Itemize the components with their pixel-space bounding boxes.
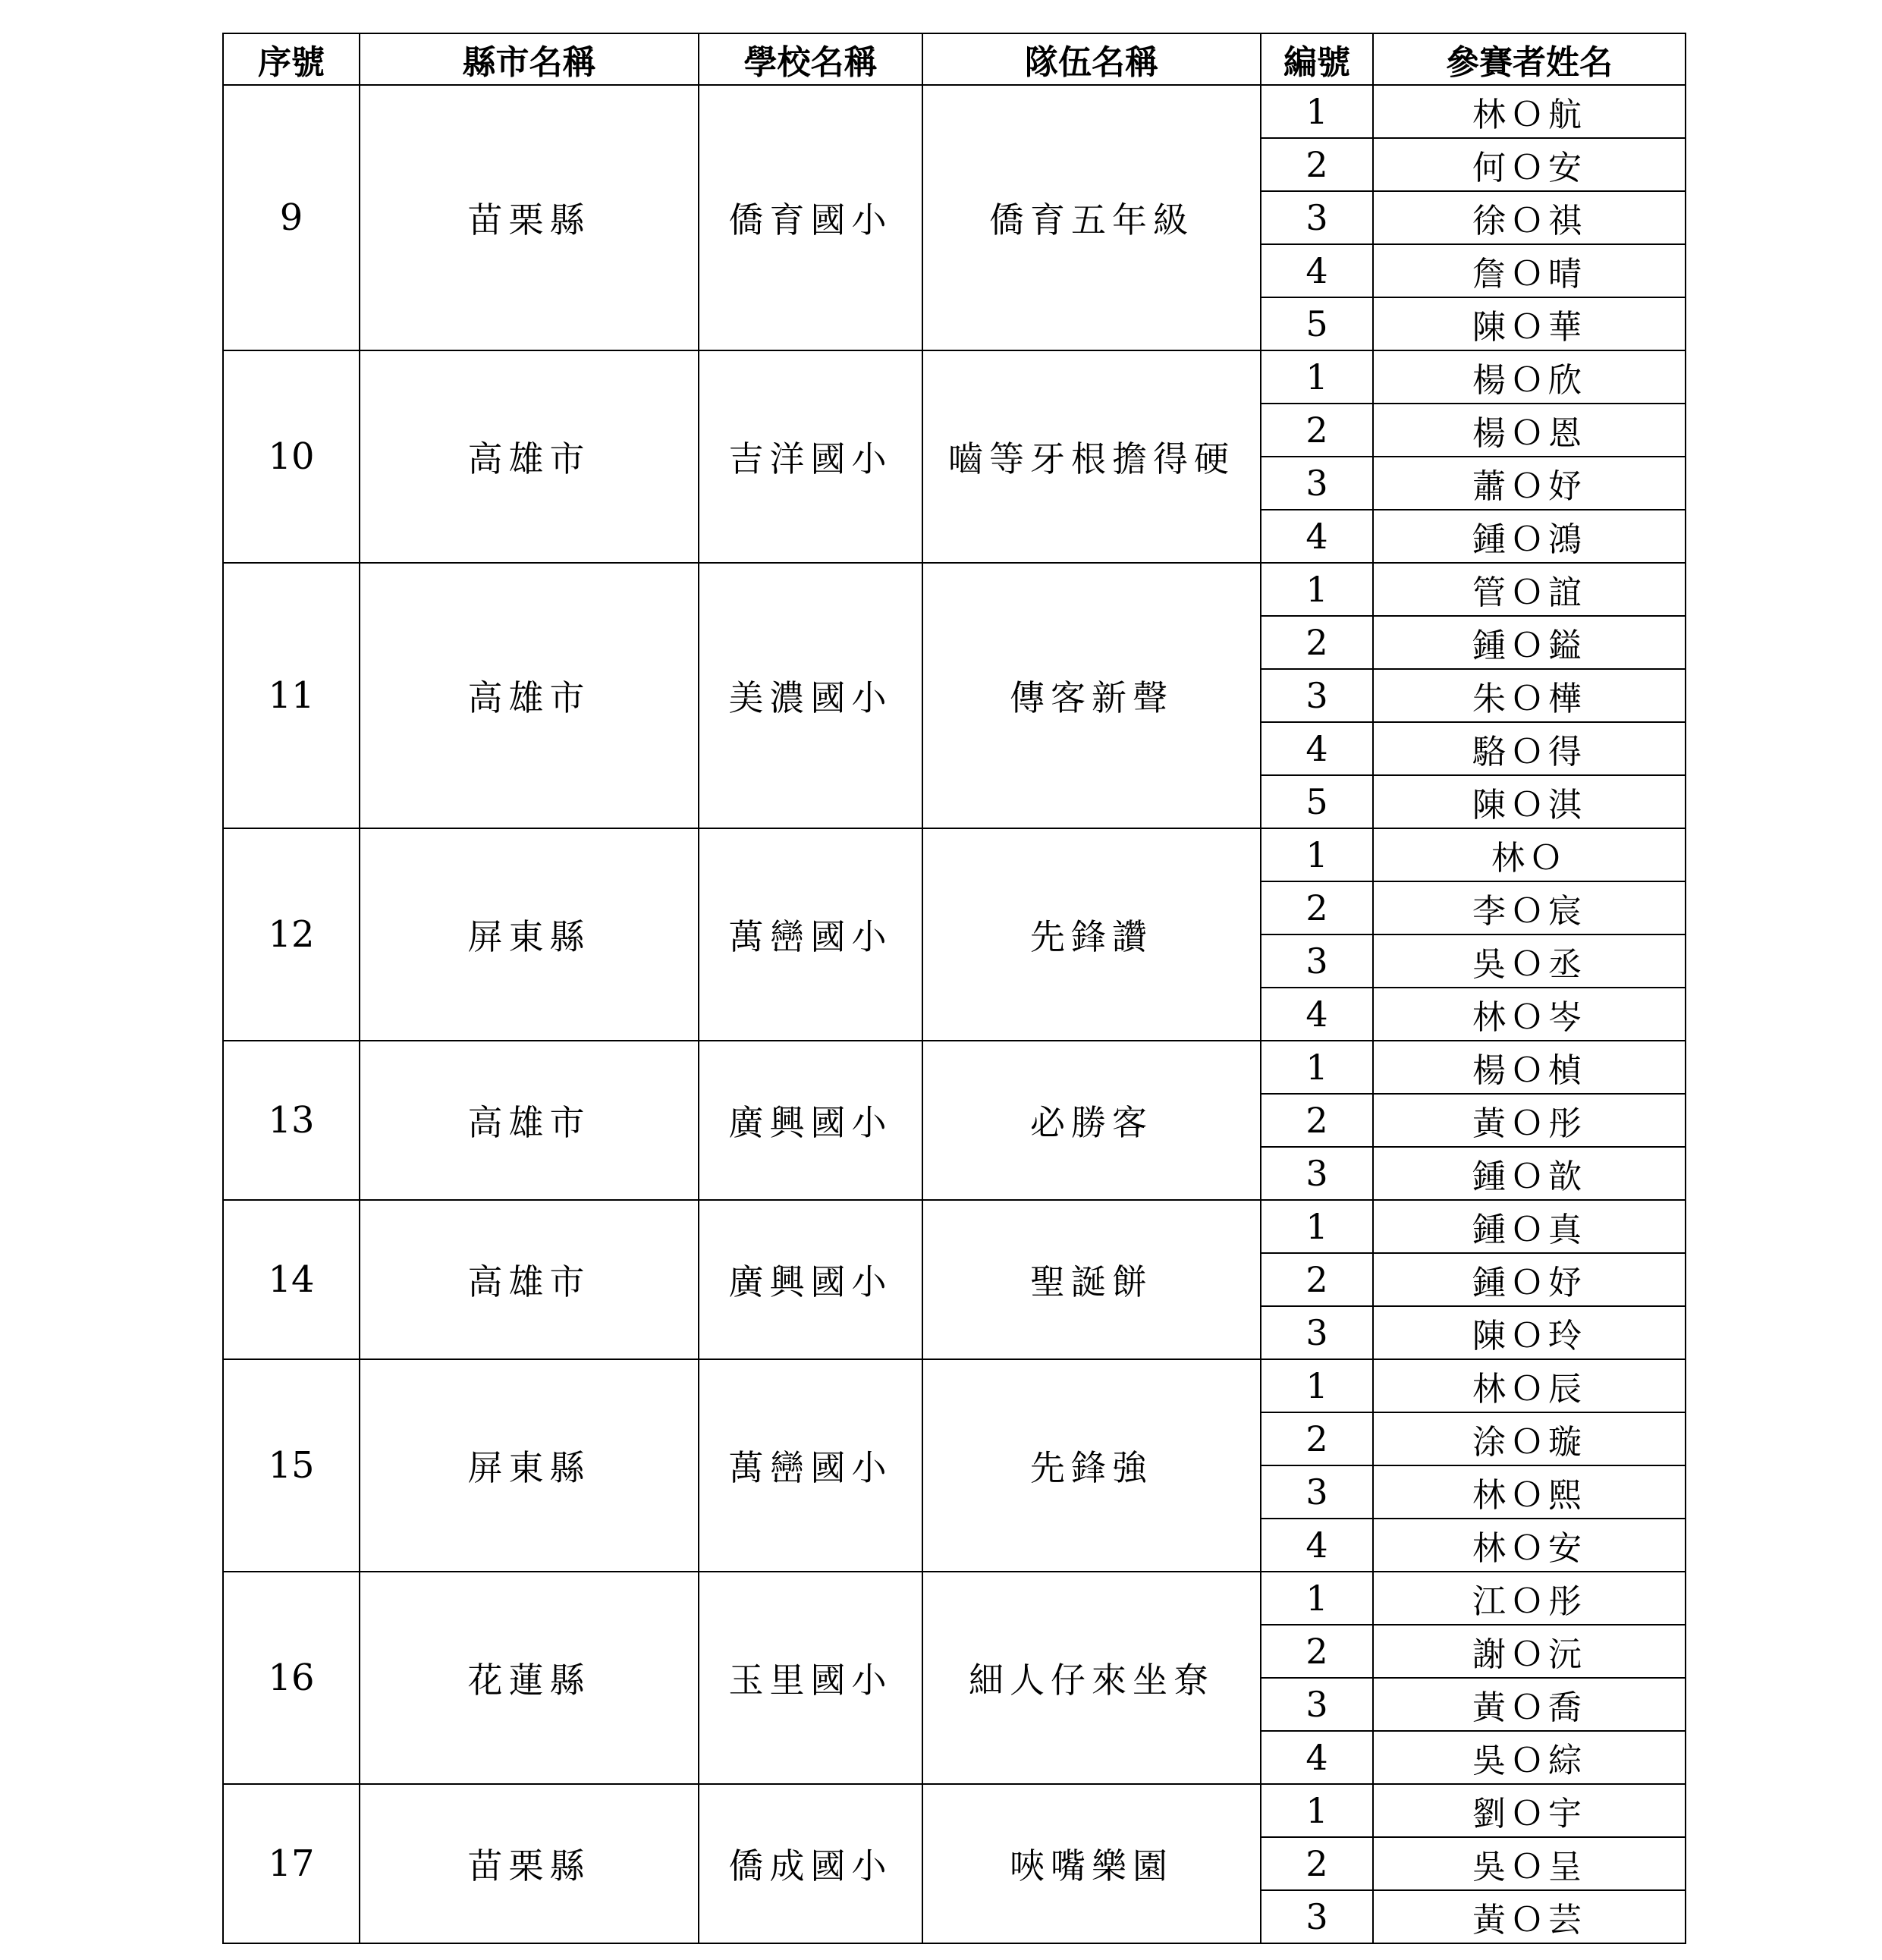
member-number-cell: 1: [1261, 1784, 1373, 1837]
county-cell: 高雄市: [360, 1041, 699, 1200]
participant-name-cell: 何Ｏ安: [1373, 138, 1686, 191]
member-number-cell: 1: [1261, 828, 1373, 881]
participant-name-cell: 吳Ｏ丞: [1373, 934, 1686, 988]
team-name-cell: 聖誕餅: [922, 1200, 1261, 1359]
school-cell: 僑育國小: [699, 85, 922, 350]
member-number-cell: 2: [1261, 1412, 1373, 1465]
table-row: [223, 1572, 1686, 1625]
header-seq: 序號: [223, 33, 360, 85]
participant-name-cell: 楊Ｏ欣: [1373, 350, 1686, 404]
participant-name-cell: 鍾Ｏ鎰: [1373, 616, 1686, 669]
participant-name-cell: 涂Ｏ璇: [1373, 1412, 1686, 1465]
participant-name-cell: 鍾Ｏ歆: [1373, 1147, 1686, 1200]
school-cell: 美濃國小: [699, 563, 922, 828]
member-number-cell: 3: [1261, 934, 1373, 988]
school-cell: 萬巒國小: [699, 828, 922, 1041]
member-number-cell: 3: [1261, 191, 1373, 244]
header-school: 學校名稱: [699, 33, 922, 85]
seq-cell: 9: [223, 85, 360, 350]
school-cell: 僑成國小: [699, 1784, 922, 1943]
member-number-cell: 1: [1261, 1359, 1373, 1412]
participant-name-cell: 林Ｏ航: [1373, 85, 1686, 138]
school-cell: 萬巒國小: [699, 1359, 922, 1572]
header-row: [223, 33, 1686, 85]
participant-name-cell: 楊Ｏ楨: [1373, 1041, 1686, 1094]
member-number-cell: 3: [1261, 1306, 1373, 1359]
member-number-cell: 4: [1261, 510, 1373, 563]
member-number-cell: 2: [1261, 1094, 1373, 1147]
participant-name-cell: 管Ｏ誼: [1373, 563, 1686, 616]
table-row: [223, 563, 1686, 616]
roster-table: [222, 33, 1686, 1944]
header-county: 縣市名稱: [360, 33, 699, 85]
member-number-cell: 4: [1261, 1731, 1373, 1784]
table-row: [223, 1784, 1686, 1837]
member-number-cell: 5: [1261, 775, 1373, 828]
county-cell: 高雄市: [360, 1200, 699, 1359]
participant-name-cell: 黃Ｏ彤: [1373, 1094, 1686, 1147]
participant-name-cell: 林Ｏ: [1373, 828, 1686, 881]
table-body: [223, 85, 1686, 1943]
table-row: [223, 1041, 1686, 1094]
school-cell: 玉里國小: [699, 1572, 922, 1784]
county-cell: 花蓮縣: [360, 1572, 699, 1784]
participant-name-cell: 陳Ｏ淇: [1373, 775, 1686, 828]
participant-name-cell: 陳Ｏ華: [1373, 297, 1686, 350]
member-number-cell: 4: [1261, 722, 1373, 775]
member-number-cell: 3: [1261, 669, 1373, 722]
team-name-cell: 先鋒讚: [922, 828, 1261, 1041]
seq-cell: 17: [223, 1784, 360, 1943]
member-number-cell: 3: [1261, 1678, 1373, 1731]
member-number-cell: 2: [1261, 1253, 1373, 1306]
table-row: [223, 1200, 1686, 1253]
table-header: [223, 33, 1686, 85]
participant-name-cell: 黃Ｏ喬: [1373, 1678, 1686, 1731]
table-row: [223, 85, 1686, 138]
participant-name-cell: 楊Ｏ恩: [1373, 404, 1686, 457]
seq-cell: 10: [223, 350, 360, 563]
team-name-cell: 傳客新聲: [922, 563, 1261, 828]
member-number-cell: 1: [1261, 350, 1373, 404]
team-name-cell: 嚙等牙根擔得硬: [922, 350, 1261, 563]
member-number-cell: 1: [1261, 1041, 1373, 1094]
header-number: 編號: [1261, 33, 1373, 85]
member-number-cell: 2: [1261, 404, 1373, 457]
team-name-cell: 細人仔來坐尞: [922, 1572, 1261, 1784]
seq-cell: 11: [223, 563, 360, 828]
member-number-cell: 3: [1261, 1147, 1373, 1200]
seq-cell: 16: [223, 1572, 360, 1784]
member-number-cell: 1: [1261, 85, 1373, 138]
team-name-cell: 先鋒強: [922, 1359, 1261, 1572]
team-name-cell: 唊嘴樂園: [922, 1784, 1261, 1943]
seq-cell: 12: [223, 828, 360, 1041]
member-number-cell: 5: [1261, 297, 1373, 350]
header-participant: 參賽者姓名: [1373, 33, 1686, 85]
participant-name-cell: 李Ｏ宸: [1373, 881, 1686, 934]
table-row: [223, 350, 1686, 404]
member-number-cell: 2: [1261, 138, 1373, 191]
participant-name-cell: 詹Ｏ晴: [1373, 244, 1686, 297]
participant-name-cell: 謝Ｏ沅: [1373, 1625, 1686, 1678]
participant-name-cell: 江Ｏ彤: [1373, 1572, 1686, 1625]
participant-name-cell: 徐Ｏ祺: [1373, 191, 1686, 244]
participant-name-cell: 劉Ｏ宇: [1373, 1784, 1686, 1837]
participant-name-cell: 林Ｏ熙: [1373, 1465, 1686, 1519]
county-cell: 屏東縣: [360, 828, 699, 1041]
participant-name-cell: 林Ｏ岑: [1373, 988, 1686, 1041]
participant-name-cell: 吳Ｏ呈: [1373, 1837, 1686, 1890]
county-cell: 屏東縣: [360, 1359, 699, 1572]
county-cell: 高雄市: [360, 350, 699, 563]
participant-name-cell: 鍾Ｏ真: [1373, 1200, 1686, 1253]
participant-name-cell: 鍾Ｏ妤: [1373, 1253, 1686, 1306]
header-team: 隊伍名稱: [922, 33, 1261, 85]
participant-name-cell: 鍾Ｏ鴻: [1373, 510, 1686, 563]
table-row: [223, 828, 1686, 881]
member-number-cell: 3: [1261, 1465, 1373, 1519]
member-number-cell: 3: [1261, 457, 1373, 510]
participant-name-cell: 朱Ｏ樺: [1373, 669, 1686, 722]
member-number-cell: 1: [1261, 563, 1373, 616]
member-number-cell: 2: [1261, 1625, 1373, 1678]
seq-cell: 15: [223, 1359, 360, 1572]
member-number-cell: 2: [1261, 616, 1373, 669]
member-number-cell: 4: [1261, 988, 1373, 1041]
county-cell: 高雄市: [360, 563, 699, 828]
school-cell: 廣興國小: [699, 1200, 922, 1359]
participant-name-cell: 蕭Ｏ妤: [1373, 457, 1686, 510]
member-number-cell: 4: [1261, 244, 1373, 297]
participant-name-cell: 陳Ｏ玲: [1373, 1306, 1686, 1359]
seq-cell: 14: [223, 1200, 360, 1359]
participant-name-cell: 林Ｏ辰: [1373, 1359, 1686, 1412]
participant-name-cell: 林Ｏ安: [1373, 1519, 1686, 1572]
team-name-cell: 僑育五年級: [922, 85, 1261, 350]
participant-name-cell: 黃Ｏ芸: [1373, 1890, 1686, 1943]
member-number-cell: 3: [1261, 1890, 1373, 1943]
table-row: [223, 1359, 1686, 1412]
county-cell: 苗栗縣: [360, 85, 699, 350]
school-cell: 廣興國小: [699, 1041, 922, 1200]
school-cell: 吉洋國小: [699, 350, 922, 563]
member-number-cell: 1: [1261, 1572, 1373, 1625]
member-number-cell: 2: [1261, 1837, 1373, 1890]
county-cell: 苗栗縣: [360, 1784, 699, 1943]
participant-name-cell: 吳Ｏ綜: [1373, 1731, 1686, 1784]
team-name-cell: 必勝客: [922, 1041, 1261, 1200]
participant-name-cell: 駱Ｏ得: [1373, 722, 1686, 775]
member-number-cell: 1: [1261, 1200, 1373, 1253]
seq-cell: 13: [223, 1041, 360, 1200]
member-number-cell: 4: [1261, 1519, 1373, 1572]
member-number-cell: 2: [1261, 881, 1373, 934]
